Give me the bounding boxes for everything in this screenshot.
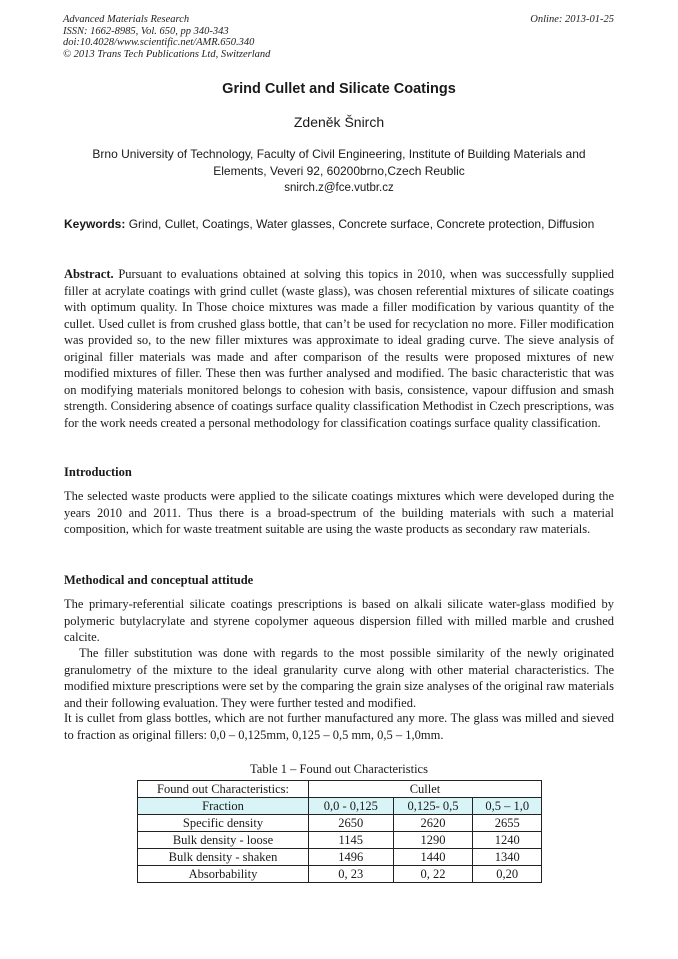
table-cell: 2655: [473, 815, 542, 832]
row-label: Specific density: [138, 815, 309, 832]
methodical-paragraph-3: It is cullet from glass bottles, which are not further manufactured any more. The glass was milled and sieved to fraction as original fillers: 0,0 – 0,125mm, 0,125 – 0,5 mm, 0,5 – 1,0mm.: [64, 711, 614, 742]
row-label: Absorbability: [138, 866, 309, 883]
table-header-cullet: Cullet: [309, 781, 542, 798]
table-cell: 1496: [309, 849, 394, 866]
journal-doi: doi:10.4028/www.scientific.net/AMR.650.340: [63, 37, 255, 48]
table-cell: 2650: [309, 815, 394, 832]
table-cell: 1240: [473, 832, 542, 849]
keywords-text: Grind, Cullet, Coatings, Water glasses, Concrete surface, Concrete protection, Diffusion: [128, 217, 595, 231]
introduction-text: The selected waste products were applied to the silicate coatings mixtures which were developed during the years 2010 and 2011. Thus there is a broad-spectrum of the building materials with such a material composition, which for waste treatment suitable are using the waste products as secondary raw materials.: [64, 489, 614, 536]
row-label: Bulk density - loose: [138, 832, 309, 849]
table-cell: 0, 22: [393, 866, 473, 883]
methodical-paragraph-1: The primary-referential silicate coatings prescriptions is based on alkali silicate water-glass modified by polymeric butylacrylate and styrene copolymer aqueous dispersion filled with milled marble and crushed calcite.: [64, 597, 614, 644]
keywords: [64, 216, 614, 232]
methodical-paragraph-2: The filler substitution was done with regards to the most possible similarity of the newly originated granulometry of the mixture to the ideal granularity curve along with other material characteristics. The modified mixture prescriptions were set by the comparing the grain size analyses of the original raw materials and their following evaluation. They were further tested and modified.: [64, 646, 614, 710]
table-row: [138, 849, 542, 866]
abstract-text: Pursuant to evaluations obtained at solving this topics in 2010, when was successfully supplied filler at acrylate coatings with grind cullet (waste glass), was chosen referential mixtures of silicate coatings with optimum quality. In Those choice mixtures was made a filler modification by various quantity of the cullet. Used cullet is from crushed glass bottle, that can’t be used for recyclation no more. Filler modification was provided so, to the new filler mixtures was approximate to ideal grading curve. The sieve analysis of original filler materials was made and after comparison of the results were proposed mixtures of new modified mixtures of filler. These then was further analysed and modified. The basic characteristic that was on modifying materials monitored belongs to cohesion with basis, consistence, vapour diffusion and smash strength. Considering absence of coatings surface quality classification Methodist in Czech prescriptions, was for the work needs created a personal methodology for classification coatings surface quality classification.: [64, 267, 614, 430]
table-cell: 2620: [393, 815, 473, 832]
table-cell: 1290: [393, 832, 473, 849]
row-label: Bulk density - shaken: [138, 849, 309, 866]
table-cell: 0, 23: [309, 866, 394, 883]
journal-header: [63, 14, 270, 60]
table-row: [138, 815, 542, 832]
table-fraction-row: [138, 798, 542, 815]
author-name: Zdeněk Šnirch: [293, 114, 385, 130]
abstract-label: Abstract.: [64, 267, 114, 281]
table-header-left: Found out Characteristics:: [138, 781, 309, 798]
author-affiliation: Brno University of Technology, Faculty of Civil Engineering, Institute of Building Materials and Elements, Veveri 92, 60200brno,Czech Reublic: [92, 147, 586, 178]
table-cell: 1440: [393, 849, 473, 866]
fraction-label: Fraction: [138, 798, 309, 815]
journal-copyright: © 2013 Trans Tech Publications Ltd, Switzerland: [63, 48, 271, 60]
table-cell: 1340: [473, 849, 542, 866]
methodical-heading: Methodical and conceptual attitude: [64, 573, 254, 587]
introduction-heading: Introduction: [64, 465, 132, 479]
table-caption: Table 1 – Found out Characteristics: [250, 762, 428, 776]
table-header-row: [138, 781, 542, 798]
table-row: [138, 832, 542, 849]
characteristics-table: [137, 780, 542, 883]
keywords-label: Keywords:: [64, 217, 126, 231]
abstract: [64, 266, 614, 431]
table-cell: 1145: [309, 832, 394, 849]
journal-issn: ISSN: 1662-8985, Vol. 650, pp 340-343: [63, 25, 229, 37]
paper-title: Grind Cullet and Silicate Coatings: [222, 81, 456, 97]
fraction-cell: 0,5 – 1,0: [473, 798, 542, 815]
author-email: snirch.z@fce.vutbr.cz: [284, 182, 394, 194]
fraction-cell: 0,125- 0,5: [393, 798, 473, 815]
table-row: [138, 866, 542, 883]
table-cell: 0,20: [473, 866, 542, 883]
fraction-cell: 0,0 - 0,125: [309, 798, 394, 815]
journal-name: Advanced Materials Research: [63, 14, 190, 25]
online-date: Online: 2013-01-25: [530, 14, 614, 25]
